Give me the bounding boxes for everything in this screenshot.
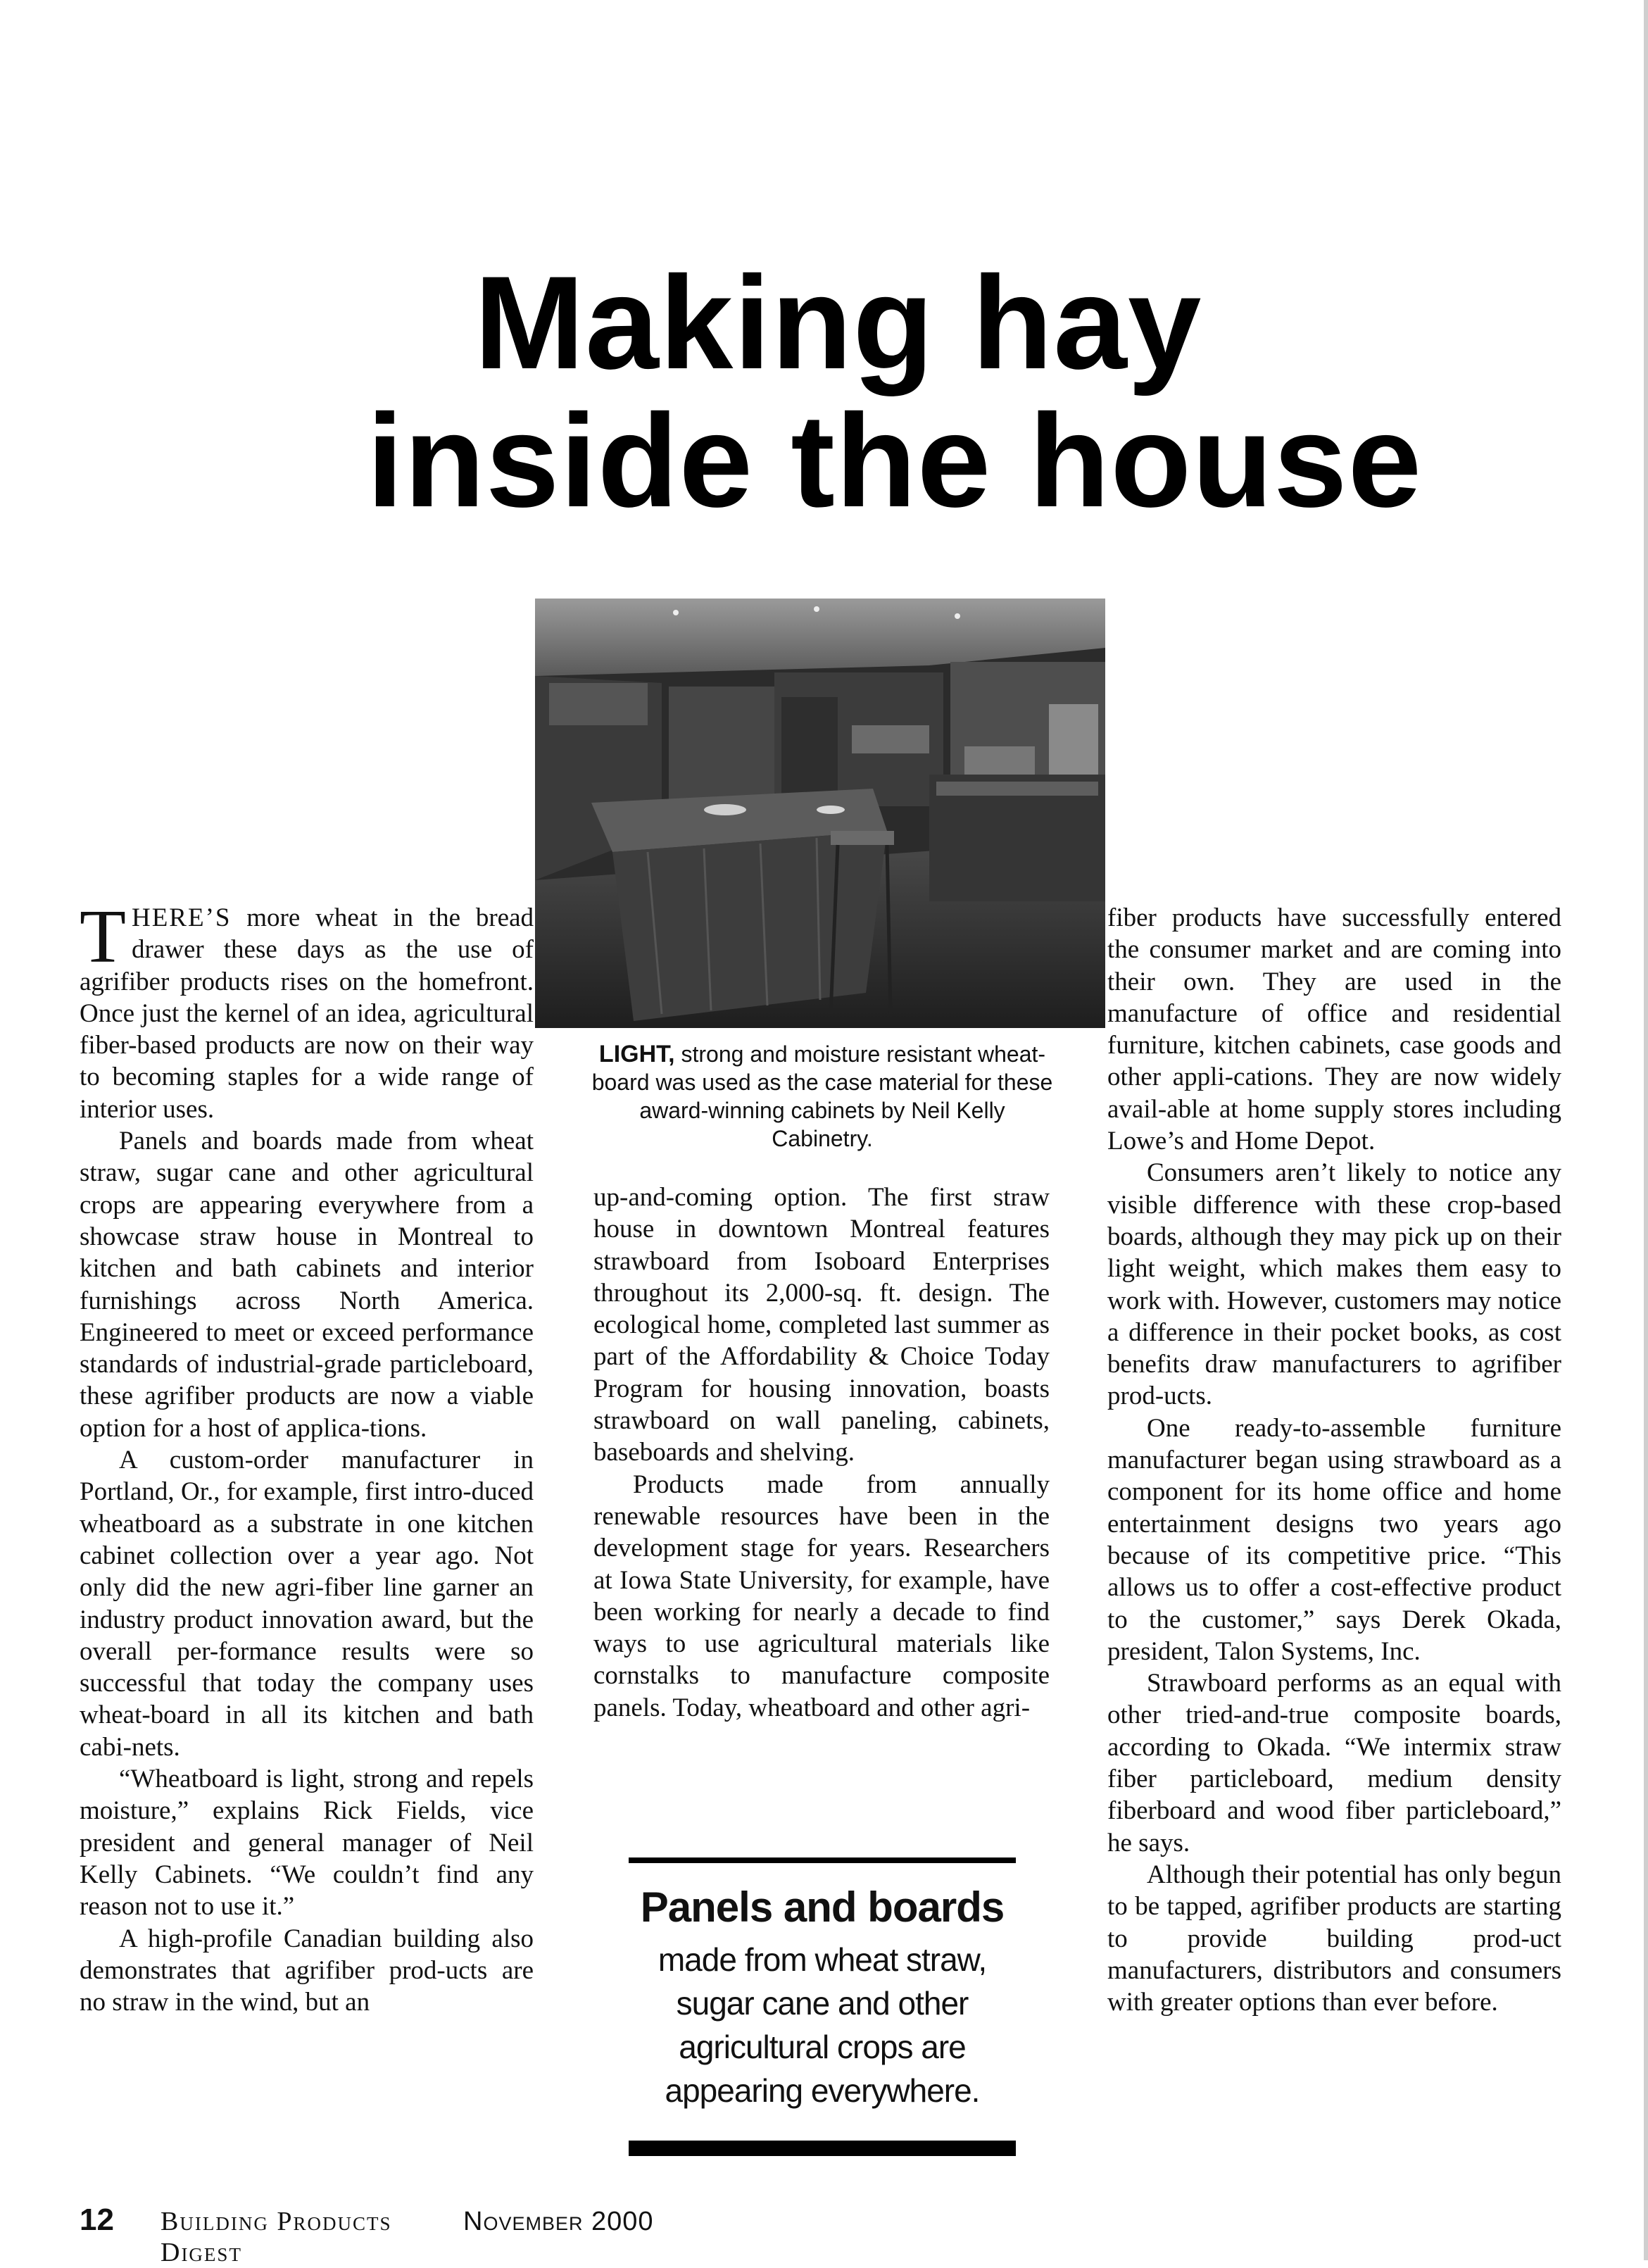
headline	[0, 249, 1648, 534]
paragraph-text: more wheat in the bread drawer these days as the use of agrifiber products rises on the homefront. Once just the kernel of an idea, agricultural fiber-based products are now on their way to becoming staples for a wide range of interior uses.	[80, 903, 534, 1124]
drop-cap: T	[80, 895, 126, 979]
caption-text: strong and moisture resistant wheat-board was used as the case material for these award-winning cabinets by Neil Kelly Cabinetry.	[591, 1041, 1053, 1151]
caption-lead: LIGHT,	[598, 1041, 675, 1067]
kitchen-photo	[535, 599, 1105, 1028]
article-paragraph: Panels and boards made from wheat straw, sugar cane and other agricultural crops are appearing everywhere from a showcase straw house in Montreal to kitchen and bath cabinets and interior furnishings across North America. Engineered to meet or exceed performance standards of industrial-grade particleboard, these agrifiber products are now a viable option for a host of applica-tions.	[80, 1127, 534, 1443]
article-column-3	[1107, 902, 1561, 2018]
article-paragraph: “Wheatboard is light, strong and repels moisture,” explains Rick Fields, vice president and general manager of Neil Kelly Cabinets. “We couldn’t find any reason not to use it.”	[80, 1765, 534, 1922]
pull-quote-bottom-rule	[629, 2141, 1016, 2156]
article-column-1	[80, 895, 534, 2018]
pull-quote-heading: Panels and boards	[640, 1884, 1005, 1931]
kitchen-photo-graphic	[535, 599, 1105, 1028]
article-paragraph: Products made from annually renewable resources have been in the development stage for years. Researchers at Iowa State University, for example, have been working for nearly a decade to find ways to use agricultural materials like cornstalks to manufacture composite panels. Today, wheatboard and other agri-	[593, 1470, 1050, 1722]
page-footer	[80, 2203, 654, 2267]
article-paragraph: up-and-coming option. The first straw house in downtown Montreal features strawboard from Isoboard Enterprises throughout its 2,000-sq. ft. design. The ecological home, completed last summer as part of the Affordability & Choice Today Program for housing innovation, boasts strawboard on wall paneling, cabinets, baseboards and shelving.	[593, 1183, 1050, 1467]
article-paragraph: Although their potential has only begun to be tapped, agrifiber products are starting to provide building prod-uct manufacturers, distributors and consumers with greater options than ever before.	[1107, 1860, 1561, 2017]
photo-caption	[590, 1040, 1055, 1153]
article-paragraph	[80, 895, 534, 1125]
article-paragraph: fiber products have successfully entered the consumer market and are coming into their own. They are used in the manufacture of office and residential furniture, kitchen cabinets, case goods and other appli-cations. They are now widely avail-able at home supply stores including Lowe’s and Home Depot.	[1107, 903, 1561, 1156]
article-paragraph: Consumers aren’t likely to notice any visible difference with these crop-based boards, although they may pick up on their light weight, which makes them easy to work with. However, customers may notice a difference in their pocket books, as cost benefits draw manufacturers to agrifiber prod-ucts.	[1107, 1158, 1561, 1411]
page-number: 12	[80, 2203, 114, 2237]
headline-line-2: inside the house	[366, 387, 1423, 534]
article-column-2	[593, 1182, 1050, 1724]
pull-quote-top-rule	[629, 1857, 1016, 1863]
article-paragraph: One ready-to-assemble furniture manufacturer began using strawboard as a component for its home office and home entertainment designs two years ago because of its competitive price. “This allows us to offer a cost-effective product to the customer,” says Derek Okada, president, Talon Systems, Inc.	[1107, 1413, 1561, 1666]
article-paragraph: A custom-order manufacturer in Portland, Or., for example, first intro-duced wheatboard as a substrate in one kitchen cabinet collection over a year ago. Not only did the new agri-fiber line garner an industry product innovation award, but the overall per-formance results were so successful that today the company uses wheat-board in all its kitchen and bath cabi-nets.	[80, 1446, 534, 1762]
magazine-name: Building Products Digest	[161, 2207, 392, 2267]
article-paragraph: Strawboard performs as an equal with other tried-and-true composite boards, according to Okada. “We intermix straw fiber particleboard, medium density fiberboard and wood fiber particleboard,” he says.	[1107, 1669, 1561, 1857]
opening-words: HERE’S	[131, 903, 232, 932]
article-paragraph: A high-profile Canadian building also demonstrates that agrifiber prod-ucts are no straw in the wind, but an	[80, 1924, 534, 2017]
headline-line-1: Making hay	[474, 249, 1202, 396]
pull-quote-body: made from wheat straw, sugar cane and other agricultural crops are appearing everywhere.	[658, 1941, 987, 2109]
issue-date: November 2000	[463, 2207, 654, 2236]
pull-quote	[629, 1857, 1016, 2156]
